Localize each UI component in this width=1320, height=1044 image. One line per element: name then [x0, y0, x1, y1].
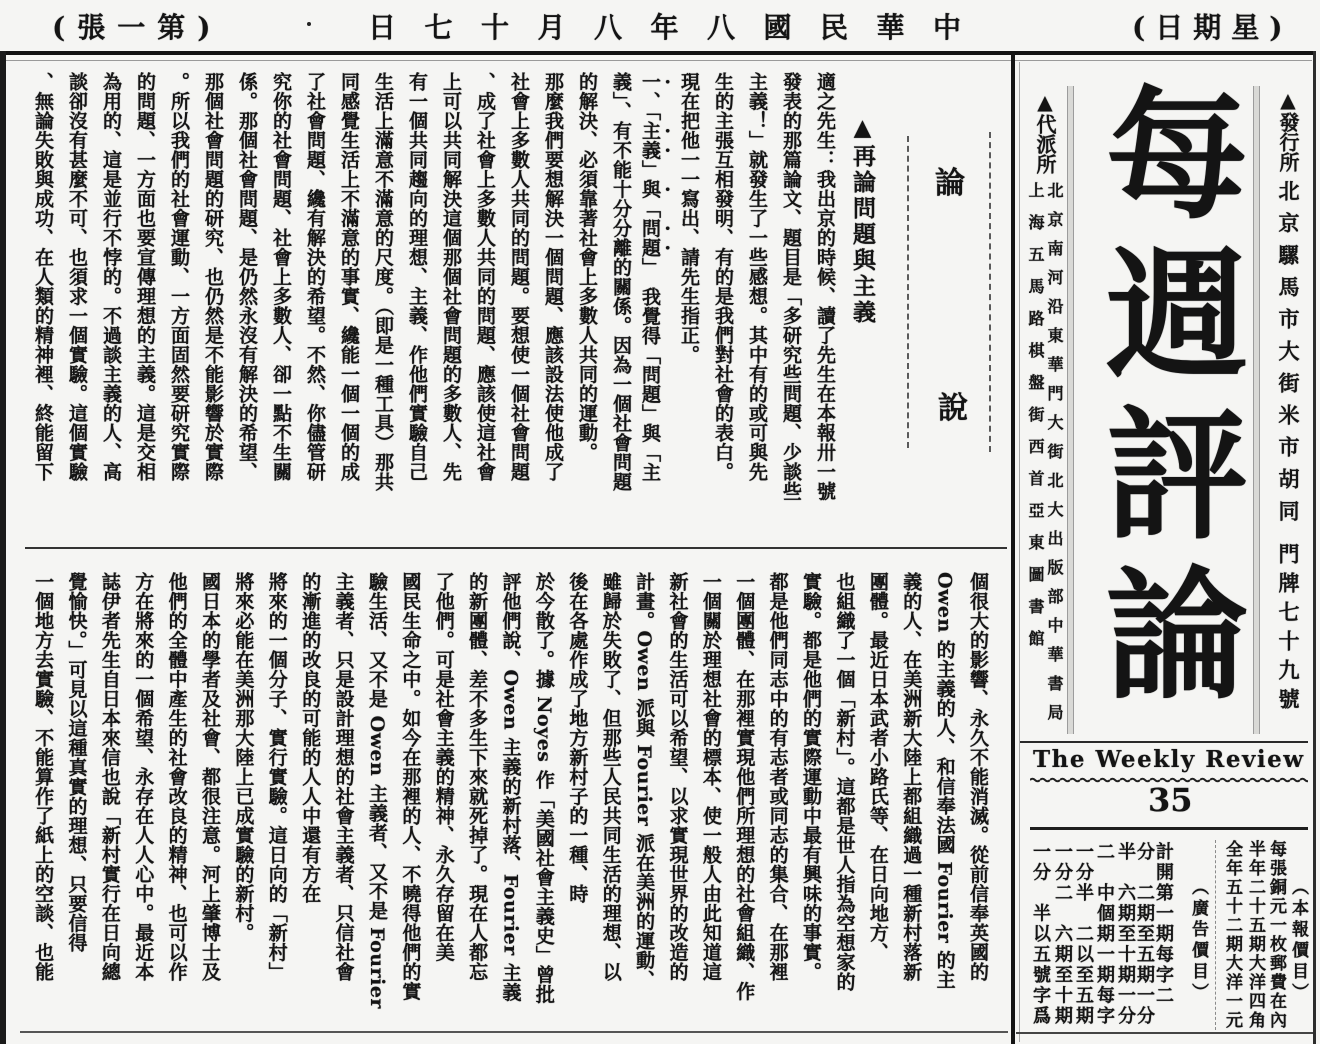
english-title: The Weekly Review [1033, 746, 1305, 773]
text-run: 我覺得「問題」與「主 [639, 267, 661, 482]
text-column: 新社會的生活可以希望、以求實現世界的改造的 [666, 572, 689, 982]
top-rule [0, 51, 1314, 55]
text-column: 現在把他一一寫出、請先生指正。 [678, 72, 700, 365]
text-column: 實驗。都是他們的實際運動中最有興味的事實。 [800, 572, 823, 982]
text-column: Owen 的主義的人、和信奉法國 Fourier 的主 [933, 572, 956, 990]
text-column: 上可以共同解決這個那個社會問題的多數人、先 [440, 72, 462, 482]
publisher-label: ▲發行所 [1276, 88, 1300, 172]
price-divider [1215, 840, 1216, 1030]
decorative-dot [307, 22, 311, 26]
publisher-house-number: 門牌七十九號 [1276, 543, 1301, 717]
text-column: 的問題、一方面也要宣傳理想的主義。這是交相 [134, 72, 156, 482]
issue-date: 中華民國八年八月十七日 [368, 11, 990, 44]
masthead-title: 每週評論 [1082, 80, 1248, 720]
subscription-price-line: 全年五十二期大洋一元 [1222, 840, 1242, 1030]
issue-number: 35 [1148, 781, 1193, 819]
text-column: 主義者、只是設計理想的社會主義者、只信社會 [332, 572, 355, 982]
text-column: 團體。最近日本武者小路氏等、在日向地方、 [866, 572, 889, 962]
masthead-bottom-rule [1016, 1032, 1313, 1034]
subscription-price-line: 半年二十五期大洋四角 [1245, 840, 1265, 1030]
subsection-heading: 一、「主義」與「問題」 [639, 72, 661, 268]
text-column: 主義！」就發生了一些感想。其中有的或可與先 [746, 72, 768, 482]
article-divider [25, 547, 1007, 549]
article-upper-columns [8, 72, 842, 532]
text-column: 那麼我們要想解決一個問題、應該設法使他成了 [542, 72, 564, 482]
text-column: 一個地方去實驗、不能算作了紙上的空談、也能 [32, 572, 55, 982]
text-column: 係。那個社會問題、是仍然永沒有解決的希望、 [236, 72, 258, 482]
text-column: 的解決、必須靠著社會上多數人共同的運動。 [576, 72, 598, 462]
weekday: (星期日) [1132, 11, 1293, 44]
ad-price-line: 計開第一期每字二 [1153, 842, 1174, 1006]
text-column: 方在將來的一個希望、永存在人人心中。最近本 [132, 572, 155, 982]
subscription-price-label: （本報價目） [1288, 878, 1308, 1004]
text-column: 他們的全體中產生的社會改良的精神、也可以作 [165, 572, 188, 982]
text-column: 國民生命之中。如今在那裡的人、不曉得他們的實 [399, 572, 422, 1001]
text-column: 有一個共同趨向的理想、主義、作他們實驗自己 [406, 72, 428, 482]
text-column: 覺愉快。」可見以這種真實的理想、只要信得 [65, 572, 88, 953]
text-column [638, 72, 672, 532]
bottom-rule [20, 1031, 1008, 1033]
text-column: 。所以我們的社會運動、一方面固然要研究實際 [168, 72, 190, 482]
text-column: 適之先生：我出京的時候、讀了先生在本報卅一號 [814, 72, 836, 501]
text-column: 個很大的影響、永久不能消滅。從前信奉英國的 [967, 572, 989, 982]
text-column: 後在各處作成了地方新村子的一種、時 [566, 572, 589, 904]
text-column: 計畫。Owen 派與 Fourier 派在美洲的運動、 [633, 572, 656, 990]
text-column: 的新團體、差不多生下來就死掉了。現在人都忘 [466, 572, 489, 982]
section-bracket-right [989, 132, 991, 452]
top-thin-rule [6, 60, 1312, 61]
text-column: 了他們。可是社會主義的精神、永久存留在美 [432, 572, 455, 962]
text-column: 社會上多數人共同的問題。要想使一個社會問題 [508, 72, 530, 482]
subscription-price-line: 每張銅元一枚郵費在內 [1266, 840, 1286, 1030]
masthead-ornament-bar [1067, 86, 1074, 734]
text-column: 的漸進的改良的可能的人人中還有方在 [299, 572, 322, 904]
text-column: 那個社會問題的研究、也仍然是不能影響於實際 [202, 72, 224, 482]
masthead-rule [1030, 827, 1308, 830]
text-column: 雖歸於失敗了、但那些人民共同生活的理想、以 [599, 572, 622, 982]
masthead-ornament-bar [1253, 86, 1260, 734]
text-column: 於今散了。據 Noyes 作「美國社會主義史」曾批 [532, 572, 555, 1004]
text-column: 評他們說、Owen 主義的新村落、Fourier 主義 [499, 572, 522, 1002]
sheet-number: (第一張) [52, 11, 223, 44]
text-column: 驗生活、又不是 Owen 主義者、又不是 Fourier [365, 572, 388, 1009]
text-column: 生活上滿意不滿意的尺度。（即是一種工具）那共 [372, 72, 394, 492]
section-bracket-left [907, 136, 909, 448]
ad-price-line: 分 二期至五期一分 [1134, 842, 1155, 1027]
text-column: 一個關於理想社會的標本、使一般人由此知道這 [699, 572, 722, 982]
text-column: 義」、有不能十分分離的關係。因為一個社會問題 [610, 72, 632, 492]
agent-shanghai: 上海五馬路棋盤街西首亞東圖書館 [1026, 182, 1045, 662]
section-label-char: 論 [935, 166, 965, 201]
ad-price-line: 一分二 六期至十期 [1052, 842, 1073, 1027]
text-column: 、成了社會上多數人共同的問題、應該使這社會 [474, 72, 496, 482]
text-column: 誌伊者先生自日本來信也說「新村實行在日向總 [98, 572, 121, 982]
text-column: 將來必能在美洲那大陸上已成實驗的新村。 [232, 572, 255, 943]
text-column: 發表的那篇論文、題目是「多研究些問題、少談些 [780, 72, 802, 501]
text-column: 義的人、在美洲新大陸上都組織過一種新村落新 [900, 572, 923, 982]
text-column: 為用的、這是並行不悖的。不過談主義的人、高 [100, 72, 122, 482]
text-column: 都是他們同志中的有志者或同志的集合、在那裡 [766, 572, 789, 982]
left-border [0, 51, 6, 1044]
text-column: 談卻沒有甚麼不可、也須求一個實驗。這個實驗 [66, 72, 88, 482]
section-label-char: 說 [938, 391, 968, 426]
text-column: 生的主張互相發明、有的是我們對社會的表白。 [712, 72, 734, 482]
text-column: 國日本的學者及社會、都很注意。河上肇博士及 [199, 572, 222, 982]
text-column: 、無論失敗與成功、在人類的精神裡、終能留下 [32, 72, 54, 482]
right-border [1313, 51, 1316, 1044]
masthead-rule [1020, 741, 1308, 743]
article-lower-columns [25, 572, 994, 1030]
ad-price-line: 一分 半以五號字爲 [1030, 842, 1051, 1027]
publisher-address: 北京騾馬市大街米市胡同 [1276, 180, 1301, 532]
article-title: ▲再論問題與主義 [849, 114, 876, 326]
text-column: 將來的一個分子、實行實驗。這日向的「新村」 [265, 572, 288, 982]
agents-label: ▲代派所 [1033, 90, 1057, 174]
text-column: 也組織了一個「新村」。這都是世人指為空想家的 [833, 572, 856, 992]
text-column: 了社會問題、纔有解決的希望。不然、你儘管研 [304, 72, 326, 482]
text-column: 究你的社會問題、社會上多數人、卻一點不生關 [270, 72, 292, 482]
agent-beijing: 北京南河沿東華門大街北大出版部中華書局 [1045, 182, 1064, 733]
masthead-separator-thin [1019, 62, 1020, 1042]
ad-price-label: （廣告價目） [1188, 878, 1208, 1004]
ad-price-line: 二 中個期一期每字 [1094, 842, 1115, 1027]
text-column: 同感覺生活上不滿意的事實、纔能一個一個的成 [338, 72, 360, 482]
masthead-separator [1011, 53, 1015, 1044]
ad-price-line: 半 六期至十期一分 [1115, 842, 1136, 1027]
text-column: 一個團體、在那裡實現他們所理想的社會組織、作 [733, 572, 756, 1001]
ad-price-line: 一分半 二以至五期 [1073, 842, 1094, 1027]
